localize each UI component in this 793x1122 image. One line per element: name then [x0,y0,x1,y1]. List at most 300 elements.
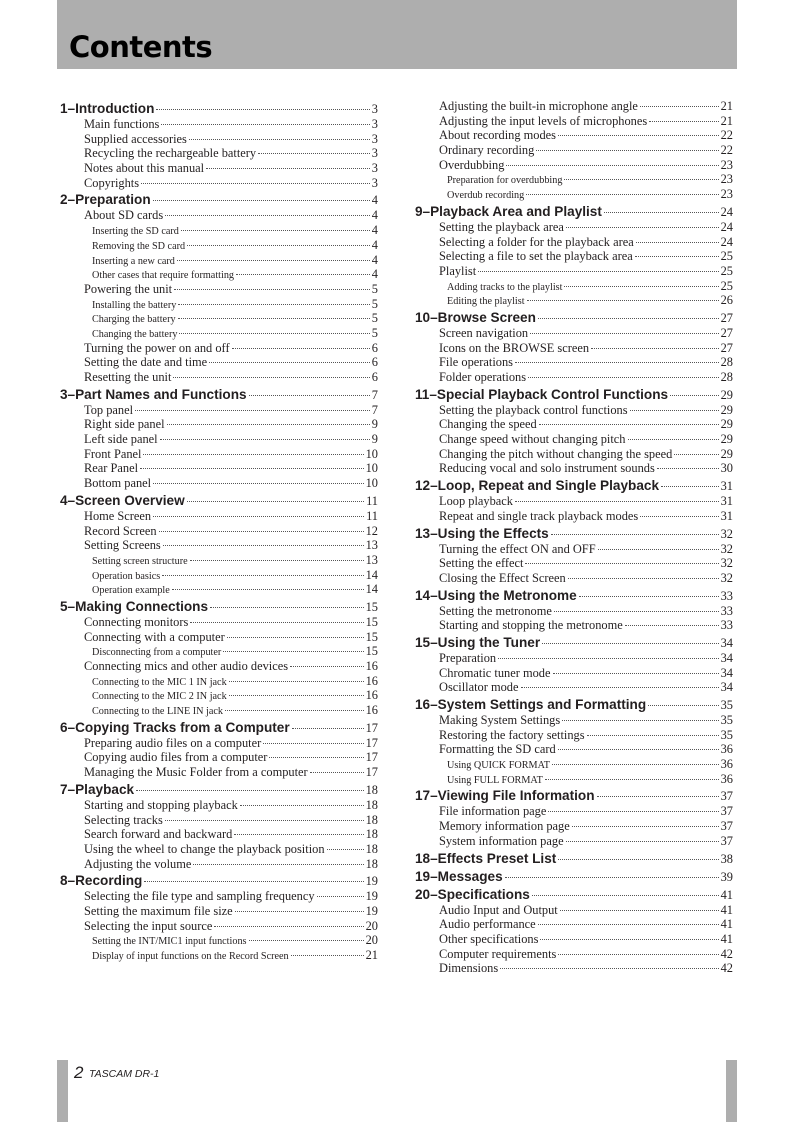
toc-entry[interactable] [60,326,378,341]
toc-entry-page: 15 [365,629,378,644]
toc-entry[interactable] [60,509,378,524]
dot-leader [548,811,718,812]
toc-entry[interactable] [60,582,378,597]
toc-entry-title: Setting the playback control functions [439,402,628,417]
toc-chapter-entry[interactable] [60,718,378,736]
toc-entry-title: Operation basics [92,570,161,582]
toc-entry[interactable] [415,158,733,173]
dot-leader [190,622,363,623]
toc-entry-page: 29 [720,432,733,447]
toc-chapter-entry[interactable] [60,871,378,889]
toc-entry[interactable] [60,765,378,780]
toc-entry-title: Setting the date and time [84,355,208,370]
toc-entry-page: 35 [720,698,733,712]
toc-entry[interactable] [415,494,733,509]
dot-leader [209,362,370,363]
toc-entry-title: Copying audio files from a computer [84,750,268,765]
toc-entry-title: Setting the INT/MIC1 input functions [92,936,247,948]
toc-entry-page: 37 [720,804,733,819]
toc-entry[interactable] [60,355,378,370]
dot-leader [558,859,718,860]
toc-entry-page: 22 [720,128,733,143]
toc-entry[interactable] [415,447,733,462]
toc-entry-page: 33 [720,603,733,618]
dot-leader [552,764,719,765]
toc-entry-title: Oscillator mode [439,680,519,695]
toc-entry-page: 29 [720,402,733,417]
toc-entry[interactable] [60,842,378,857]
dot-leader [554,611,719,612]
toc-entry[interactable] [415,834,733,849]
toc-entry-title: Using QUICK FORMAT [447,760,551,772]
toc-entry-page: 23 [720,157,733,172]
toc-entry-title: 9–Playback Area and Playlist [415,203,602,219]
toc-entry-title: Selecting a folder for the playback area [439,234,634,249]
toc-entry-title: Supplied accessories [84,131,187,146]
toc-entry[interactable] [415,172,733,187]
dot-leader [160,439,370,440]
toc-entry-page: 33 [720,588,733,603]
dot-leader [562,720,718,721]
toc-entry[interactable] [415,403,733,418]
dot-leader [538,924,719,925]
toc-entry-page: 12 [365,523,378,538]
dot-leader [225,710,364,711]
toc-entry-title: Closing the Effect Screen [439,570,566,585]
toc-entry-title: Editing the playlist [447,296,525,308]
toc-entry[interactable] [415,509,733,524]
dot-leader [269,757,363,758]
dot-leader [327,849,364,850]
toc-entry-title: Selecting a file to set the playback area [439,249,633,264]
toc-entry[interactable] [415,341,733,356]
toc-entry[interactable] [415,713,733,728]
toc-right-column [415,99,733,976]
dot-leader [661,486,719,487]
dot-leader [521,687,719,688]
toc-entry-page: 31 [720,494,733,509]
toc-entry-page: 39 [720,869,733,884]
toc-entry-page: 41 [720,931,733,946]
toc-entry-page: 20 [365,933,378,948]
dot-leader [310,772,364,773]
toc-entry-title: Formatting the SD card [439,742,556,757]
toc-chapter-entry[interactable] [415,202,733,220]
toc-entry-title: Connecting to the MIC 2 IN jack [92,691,227,703]
toc-entry[interactable] [60,208,378,223]
dot-leader [536,150,718,151]
toc-entry[interactable] [60,253,378,268]
toc-entry-page: 16 [365,703,378,718]
footer-bar-left [57,1060,68,1122]
dot-leader [539,424,719,425]
toc-entry[interactable] [60,370,378,385]
toc-entry[interactable] [415,772,733,787]
toc-entry[interactable] [60,176,378,191]
toc-entry-page: 3 [371,146,378,161]
toc-entry[interactable] [415,757,733,772]
toc-entry[interactable] [415,128,733,143]
toc-entry[interactable] [415,99,733,114]
toc-entry[interactable] [415,370,733,385]
toc-entry[interactable] [60,538,378,553]
toc-entry[interactable] [60,688,378,703]
toc-entry-title: Dimensions [439,961,499,976]
dot-leader [579,596,719,597]
dot-leader [292,728,364,729]
dot-leader [210,607,364,608]
toc-entry[interactable] [415,114,733,129]
page-number: 2 [74,1063,84,1082]
toc-entry-title: Top panel [84,402,134,417]
toc-entry[interactable] [60,132,378,147]
toc-chapter-entry[interactable] [415,885,733,903]
dot-leader [193,864,363,865]
toc-entry-title: 15–Using the Tuner [415,634,541,650]
toc-entry[interactable] [415,264,733,279]
toc-entry[interactable] [415,932,733,947]
dot-leader [234,834,363,835]
dot-leader [187,501,364,502]
toc-entry-page: 15 [365,614,378,629]
dot-leader [670,395,719,396]
toc-entry-title: Screen navigation [439,325,529,340]
dot-leader [527,300,719,301]
toc-entry[interactable] [415,461,733,476]
toc-chapter-entry[interactable] [415,524,733,542]
dot-leader [229,695,364,696]
toc-entry-title: Preparation [439,650,497,665]
toc-entry[interactable] [60,674,378,689]
toc-entry-page: 31 [720,479,733,494]
toc-entry-page: 3 [371,102,378,116]
toc-entry-page: 24 [720,219,733,234]
toc-entry[interactable] [60,341,378,356]
toc-entry-page: 14 [365,567,378,582]
dot-leader [291,955,364,956]
toc-entry[interactable] [60,736,378,751]
dot-leader [181,230,370,231]
toc-entry-page: 30 [720,461,733,476]
toc-entry-page: 4 [371,252,378,267]
toc-entry[interactable] [60,813,378,828]
toc-entry-title: Memory information page [439,819,570,834]
dot-leader [640,106,719,107]
toc-entry[interactable] [415,742,733,757]
toc-entry-title: Starting and stopping playback [84,797,238,812]
toc-entry-title: 7–Playback [60,781,135,797]
toc-entry-title: Overdubbing [439,157,505,172]
dot-leader [227,637,364,638]
toc-entry-page: 21 [365,948,378,962]
toc-entry[interactable] [60,615,378,630]
toc-entry-page: 17 [365,765,378,780]
toc-entry[interactable] [60,827,378,842]
toc-entry[interactable] [60,461,378,476]
toc-entry-page: 24 [720,234,733,249]
toc-entry-page: 16 [365,673,378,688]
toc-entry[interactable] [60,904,378,919]
toc-entry-page: 18 [365,856,378,871]
toc-entry[interactable] [60,117,378,132]
toc-entry[interactable] [60,432,378,447]
toc-entry-page: 36 [720,742,733,757]
toc-chapter-entry[interactable] [60,190,378,208]
toc-entry-page: 36 [720,757,733,772]
toc-entry-page: 37 [720,819,733,834]
toc-entry[interactable] [415,556,733,571]
dot-leader [236,274,370,275]
toc-entry-page: 28 [720,355,733,370]
toc-entry[interactable] [60,238,378,253]
toc-entry[interactable] [415,651,733,666]
dot-leader [173,377,369,378]
toc-entry-page: 6 [371,370,378,384]
dot-leader [528,377,719,378]
toc-entry-title: Connecting monitors [84,614,189,629]
toc-entry[interactable] [415,604,733,619]
toc-entry[interactable] [415,355,733,370]
dot-leader [162,575,363,576]
dot-leader [560,910,719,911]
dot-leader [249,395,370,396]
toc-entry-page: 11 [366,508,378,523]
toc-entry-page: 21 [720,113,733,128]
toc-entry[interactable] [415,728,733,743]
toc-entry[interactable] [415,819,733,834]
toc-entry-title: Managing the Music Folder from a computer [84,765,308,780]
toc-entry-title: 17–Viewing File Information [415,788,595,804]
dot-leader [235,911,364,912]
toc-entry-page: 14 [365,582,378,597]
dot-leader [628,439,719,440]
toc-entry-page: 32 [720,556,733,571]
dot-leader [172,589,364,590]
toc-entry[interactable] [60,750,378,765]
dot-leader [167,424,370,425]
toc-entry[interactable] [415,680,733,695]
toc-entry-title: Using the wheel to change the playback position [84,841,325,856]
toc-entry-title: Removing the SD card [92,240,186,252]
toc-entry[interactable] [60,282,378,297]
toc-chapter-entry[interactable] [415,849,733,867]
dot-leader [564,179,718,180]
toc-entry-page: 4 [371,267,378,282]
toc-chapter-entry[interactable] [415,586,733,604]
toc-entry[interactable] [60,297,378,312]
toc-entry[interactable] [415,143,733,158]
toc-entry-page: 5 [371,296,378,311]
toc-entry[interactable] [60,311,378,326]
dot-leader [153,200,370,201]
toc-entry-title: 5–Making Connections [60,598,209,614]
toc-entry[interactable] [60,403,378,418]
toc-chapter-entry[interactable] [60,491,378,509]
toc-entry-page: 29 [720,446,733,461]
toc-entry-page: 27 [720,310,733,325]
toc-entry-title: Audio performance [439,917,536,932]
toc-entry[interactable] [415,917,733,932]
toc-entry-page: 17 [365,735,378,750]
toc-chapter-entry[interactable] [415,308,733,326]
toc-entry-title: Inserting a new card [92,255,175,267]
toc-chapter-entry[interactable] [60,385,378,403]
toc-entry-page: 36 [720,771,733,786]
dot-leader [551,534,719,535]
dot-leader [515,362,719,363]
toc-entry[interactable] [60,659,378,674]
toc-entry-title: Setting the effect [439,556,524,571]
toc-entry[interactable] [415,326,733,341]
toc-entry-page: 25 [720,263,733,278]
toc-entry-page: 5 [371,325,378,340]
toc-entry-page: 9 [371,432,378,447]
toc-entry[interactable] [60,948,378,963]
toc-entry-page: 16 [365,659,378,673]
toc-chapter-entry[interactable] [60,99,378,117]
toc-entry[interactable] [415,542,733,557]
toc-entry[interactable] [60,933,378,948]
toc-entry-title: Powering the unit [84,281,173,296]
dot-leader [144,881,363,882]
toc-chapter-entry[interactable] [60,780,378,798]
toc-entry-title: Turning the power on and off [84,340,230,355]
toc-chapter-entry[interactable] [415,786,733,804]
toc-entry-title: Notes about this manual [84,161,205,176]
toc-entry-title: Selecting the file type and sampling frequency [84,889,315,904]
toc-chapter-entry[interactable] [60,597,378,615]
toc-entry[interactable] [60,447,378,462]
toc-entry-page: 10 [365,476,378,491]
toc-entry-title: Other specifications [439,931,539,946]
toc-entry[interactable] [415,293,733,308]
dot-leader [161,124,369,125]
toc-entry[interactable] [60,417,378,432]
toc-entry[interactable] [415,903,733,918]
toc-entry[interactable] [60,630,378,645]
dot-leader [156,109,369,110]
dot-leader [525,563,718,564]
dot-leader [249,940,364,941]
toc-entry-page: 32 [720,526,733,541]
toc-entry-page: 19 [365,889,378,904]
toc-entry-page: 37 [720,789,733,804]
toc-entry[interactable] [415,249,733,264]
toc-entry-page: 18 [365,812,378,827]
dot-leader [153,483,364,484]
toc-entry-title: Other cases that require formatting [92,270,235,282]
toc-entry[interactable] [60,146,378,161]
toc-entry[interactable] [415,220,733,235]
dot-leader [263,743,363,744]
toc-entry[interactable] [60,267,378,282]
toc-entry-title: 14–Using the Metronome [415,587,577,603]
dot-leader [640,516,718,517]
toc-entry[interactable] [60,161,378,176]
toc-entry-page: 41 [720,917,733,932]
toc-entry-title: Chromatic tuner mode [439,665,551,680]
toc-entry-title: Overdub recording [447,190,525,202]
toc-entry[interactable] [415,235,733,250]
toc-entry[interactable] [60,798,378,813]
toc-entry-page: 41 [720,902,733,917]
toc-chapter-entry[interactable] [415,385,733,403]
toc-chapter-entry[interactable] [415,633,733,651]
toc-entry[interactable] [415,417,733,432]
toc-entry-page: 25 [720,278,733,293]
toc-entry-page: 26 [720,293,733,308]
toc-entry[interactable] [60,524,378,539]
toc-entry[interactable] [415,571,733,586]
toc-entry-page: 9 [371,417,378,432]
toc-entry[interactable] [60,857,378,872]
toc-entry-title: Search forward and backward [84,827,233,842]
toc-entry-page: 18 [365,827,378,842]
dot-leader [187,245,370,246]
dot-leader [572,826,719,827]
toc-entry[interactable] [60,644,378,659]
dot-leader [505,877,719,878]
toc-entry[interactable] [415,961,733,976]
dot-leader [179,333,369,334]
toc-entry[interactable] [60,703,378,718]
toc-entry-page: 6 [371,355,378,370]
toc-entry-page: 27 [720,340,733,355]
toc-entry-title: Connecting mics and other audio devices [84,659,289,673]
dot-leader [223,651,363,652]
toc-entry-page: 37 [720,833,733,848]
dot-leader [143,454,363,455]
toc-entry-title: Connecting with a computer [84,629,225,644]
toc-entry[interactable] [60,223,378,238]
toc-entry-title: File operations [439,355,513,370]
dot-leader [587,735,719,736]
toc-entry[interactable] [60,889,378,904]
toc-entry-title: Computer requirements [439,946,557,961]
toc-entry[interactable] [415,947,733,962]
toc-entry[interactable] [60,568,378,583]
toc-entry[interactable] [415,187,733,202]
toc-chapter-entry[interactable] [415,476,733,494]
toc-entry[interactable] [415,618,733,633]
toc-entry-page: 15 [365,644,378,659]
toc-chapter-entry[interactable] [415,867,733,885]
dot-leader [506,165,718,166]
toc-entry[interactable] [415,432,733,447]
toc-entry[interactable] [60,919,378,934]
toc-entry-page: 4 [371,208,378,223]
toc-entry-title: 12–Loop, Repeat and Single Playback [415,478,660,494]
toc-entry-page: 38 [720,851,733,866]
toc-entry[interactable] [415,279,733,294]
dot-leader [564,286,718,287]
dot-leader [190,560,364,561]
toc-entry-page: 22 [720,143,733,158]
dot-leader [635,256,719,257]
dot-leader [206,168,370,169]
toc-chapter-entry[interactable] [415,695,733,713]
toc-entry[interactable] [60,553,378,568]
toc-entry[interactable] [415,804,733,819]
toc-entry-title: 10–Browse Screen [415,309,536,325]
toc-entry[interactable] [415,666,733,681]
dot-leader [538,318,719,319]
dot-leader [566,227,719,228]
toc-entry-page: 15 [365,599,378,614]
toc-entry[interactable] [60,476,378,491]
dot-leader [141,183,370,184]
toc-entry-page: 35 [720,727,733,742]
